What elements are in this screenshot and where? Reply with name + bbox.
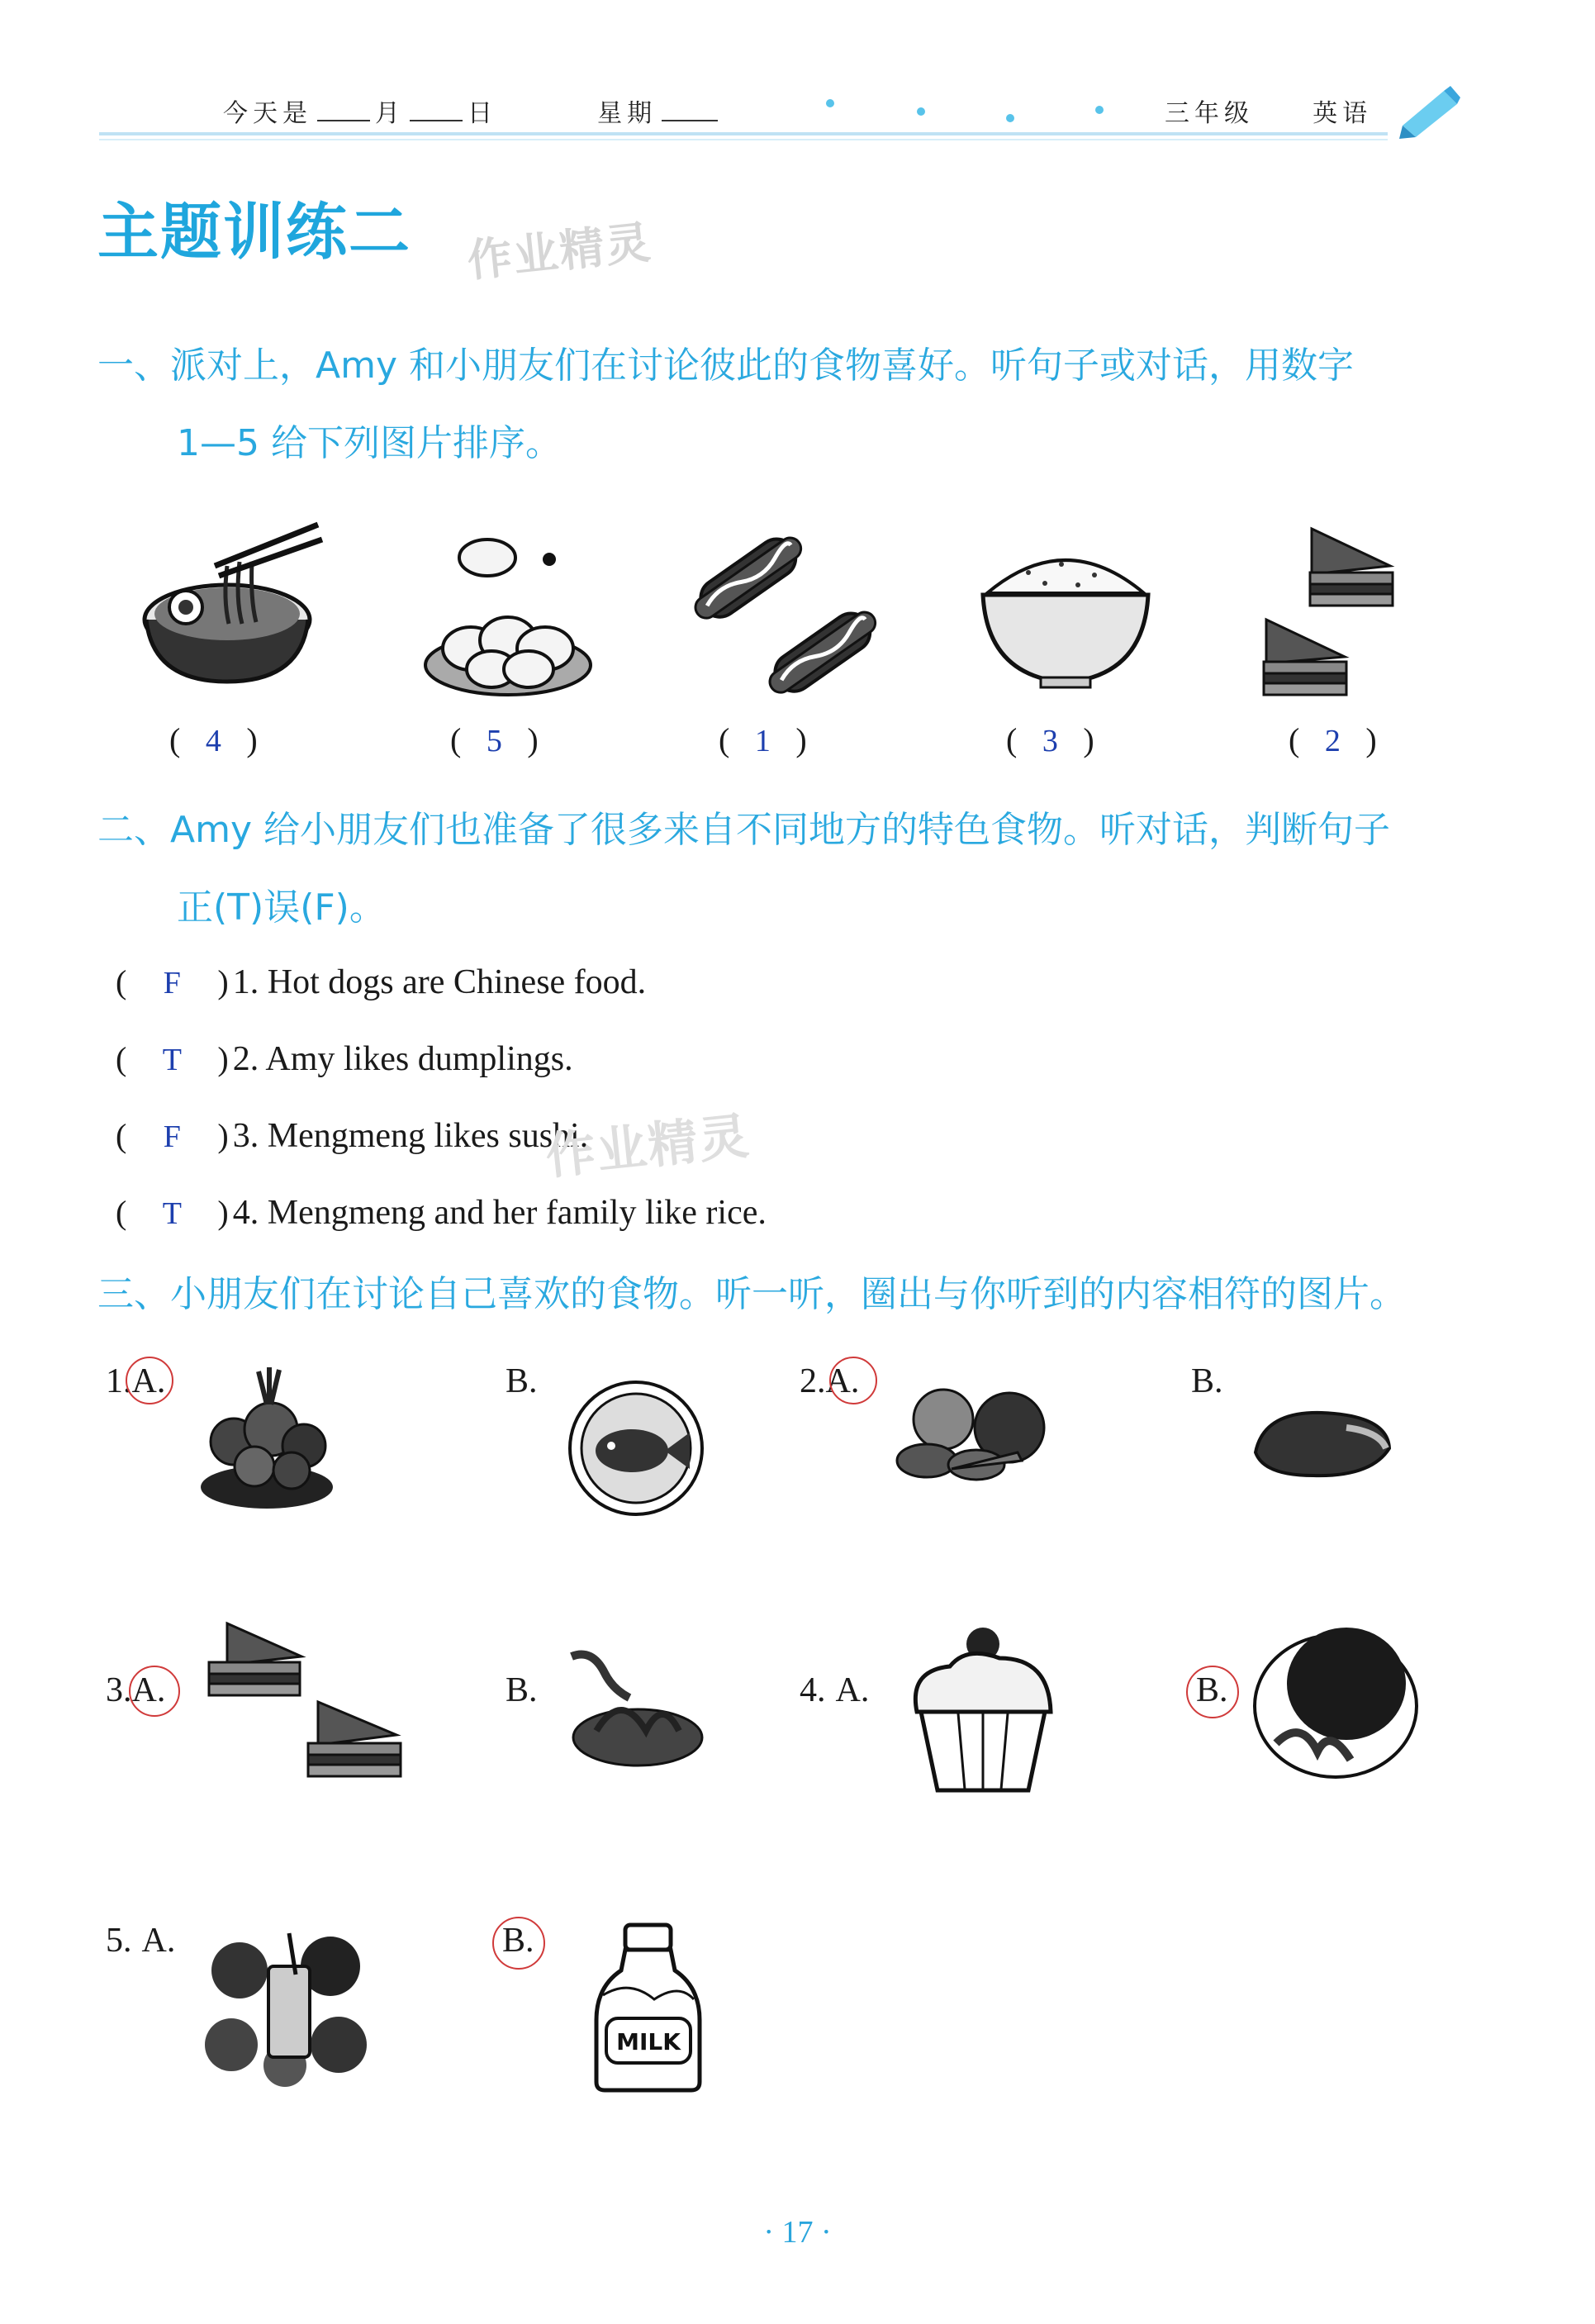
q4-label: 4. A. [800,1671,870,1709]
steak-icon [1251,1619,1421,1780]
q3-option-b-label[interactable]: B. [506,1671,538,1709]
q3-answer-circle [129,1666,180,1717]
dumplings-icon [421,525,595,702]
section1-line2: 1—5 给下列图片排序。 [177,422,562,464]
watermark: 作业精灵 [464,216,655,288]
header-dot [1006,114,1014,122]
tf-answer-2[interactable]: T [162,1043,182,1077]
tf-statement-3: 3. Mengmeng likes sushi. [232,1117,589,1155]
q2-answer-circle [829,1357,877,1404]
section1-line1: 一、派对上，Amy 和小朋友们在讨论彼此的食物喜好。听句子或对话，用数字 [97,345,1354,387]
q2-label: 2.A. [800,1362,860,1400]
q4-option-b-label[interactable]: B. [1196,1671,1228,1709]
tf-statement-1: 1. Hot dogs are Chinese food. [232,963,647,1001]
q2-option-a-label[interactable]: A. [825,1362,860,1400]
section1-answer-1[interactable]: ( 4 ) [169,721,258,758]
grade-label: 三年级 [1165,99,1254,128]
month-blank [317,100,370,121]
tf-answer-3[interactable]: F [163,1119,181,1154]
header-dot [917,107,925,116]
tf-statement-2: 2. Amy likes dumplings. [232,1040,573,1078]
q2-option-b-label[interactable]: B. [1191,1362,1223,1400]
fish-plate-icon [566,1378,706,1518]
q4-answer-circle [1186,1666,1239,1718]
section1-answer-5[interactable]: ( 2 ) [1289,721,1377,758]
today-label: 今天是 [223,99,312,128]
tf-answer-4[interactable]: T [162,1196,182,1231]
milk-bottle-icon [588,1921,708,2094]
watermark: 作业精灵 [543,1107,753,1186]
tf-item-2: ( T ) 2. Amy likes dumplings. [116,1040,573,1078]
section1-answer-4[interactable]: ( 3 ) [1006,721,1094,758]
noodles-icon [136,516,326,690]
q1-option-b-label[interactable]: B. [506,1362,538,1400]
meat-icon [1247,1403,1396,1485]
q1-label: 1.A. [106,1362,166,1400]
vegetables-icon [894,1378,1055,1485]
cupcake-icon [900,1621,1066,1794]
tf-item-1: ( F ) 1. Hot dogs are Chinese food. [116,963,647,1001]
page-title: 主题训练二 [97,197,411,268]
section1-instruction [97,327,1502,482]
q5-option-a-label[interactable]: A. [141,1922,176,1960]
milk-label: MILK [616,2028,681,2055]
sandwiches-icon [1254,525,1407,702]
q5-label: 5. A. [106,1922,176,1960]
section3-instruction: 三、小朋友们在讨论自己喜欢的食物。听一听，圈出与你听到的内容相符的图片。 [97,1273,1406,1315]
q5-answer-circle [492,1917,545,1970]
q4-option-a-label[interactable]: A. [835,1671,870,1709]
page-number: · 17 · [763,2215,832,2250]
section2-instruction [97,791,1502,947]
fruit-basket-icon [188,1363,345,1512]
section2-line2: 正(T)误(F)。 [177,886,386,929]
sandwiches-icon [202,1619,409,1785]
subject-label: 英语 [1313,99,1373,128]
section1-answer-3[interactable]: ( 1 ) [719,721,807,758]
noodles-icon [555,1640,708,1772]
q3-label: 3.A. [106,1671,166,1709]
tf-statement-4: 4. Mengmeng and her family like rice. [232,1194,767,1232]
date-line [223,93,723,129]
tf-item-4: ( T ) 4. Mengmeng and her family like rice. [116,1194,767,1232]
header-dot [1095,106,1104,114]
header-rule [99,132,1388,135]
day-label: 日 [468,99,497,128]
month-label: 月 [375,99,405,128]
tf-item-3: ( F ) 3. Mengmeng likes sushi. [116,1117,589,1155]
grade-subject [1165,93,1372,129]
tf-answer-1[interactable]: F [163,966,181,1000]
rice-bowl-icon [979,535,1152,692]
juice-icon [198,1921,376,2090]
section2-line1: 二、Amy 给小朋友们也准备了很多来自不同地方的特色食物。听对话，判断句子 [97,809,1390,851]
header-rule-thin [99,139,1388,140]
header-dot [826,99,834,107]
q1-option-a-label[interactable]: A. [131,1362,166,1400]
section1-answer-2[interactable]: ( 5 ) [450,721,539,758]
hot-dogs-icon [686,529,884,706]
q5-option-b-label[interactable]: B. [502,1922,534,1960]
weekday-label: 星期 [597,99,657,128]
q3-option-a-label[interactable]: A. [131,1671,166,1709]
q1-answer-circle [126,1357,173,1404]
day-blank [410,100,463,121]
pen-icon [1396,83,1462,140]
weekday-blank [662,100,718,121]
